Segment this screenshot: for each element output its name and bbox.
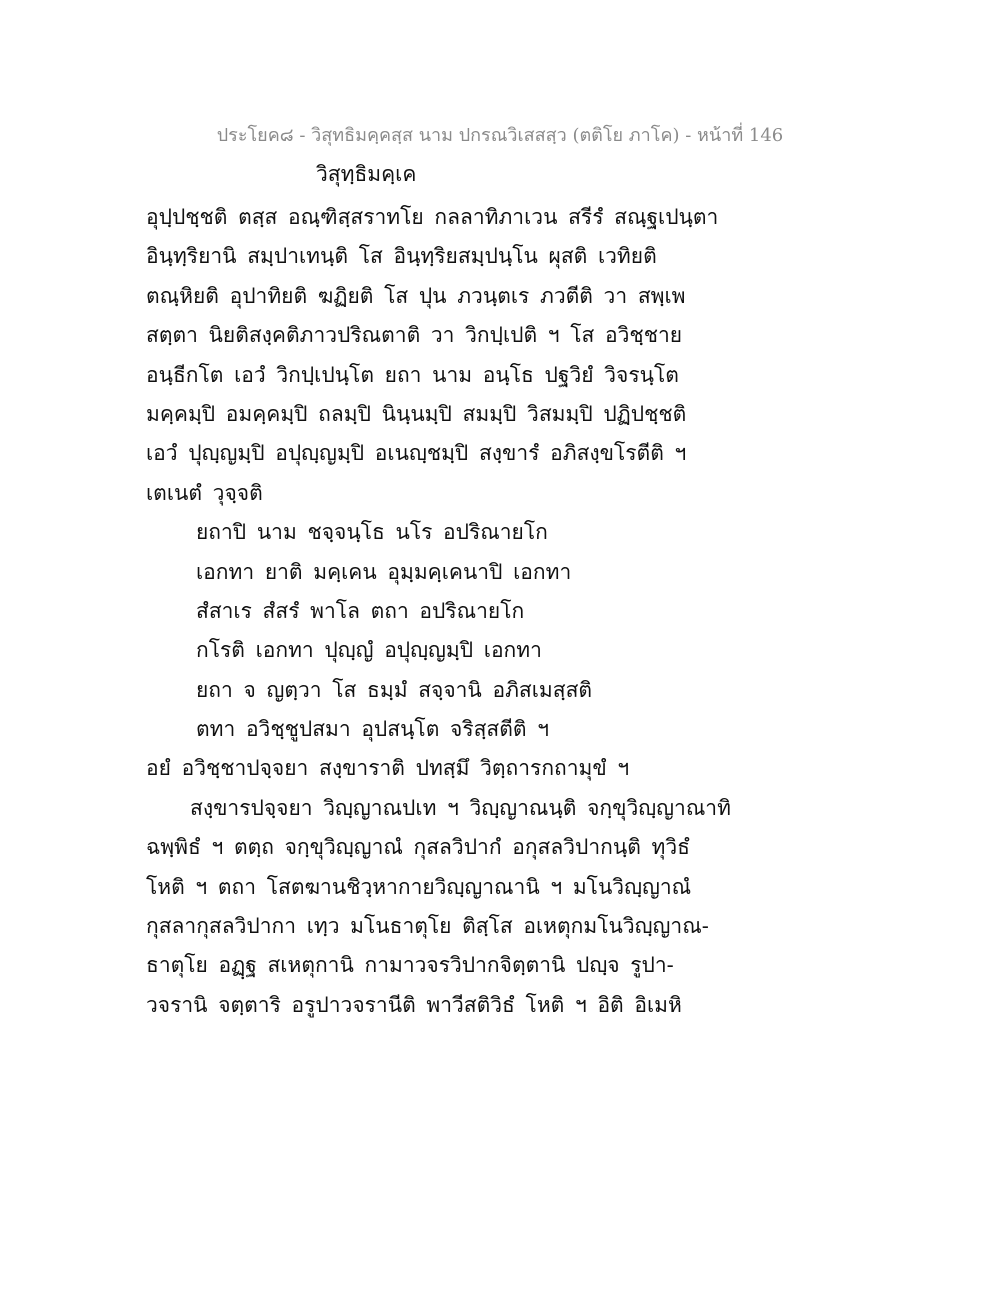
- text-line: เตเนตํ วุจฺจติ: [146, 480, 263, 505]
- verse-line: ยถาปิ นาม ชจฺจนฺโธ นโร อปริณายโก: [196, 520, 548, 545]
- verse-line: เอกทา ยาติ มคฺเคน อุมฺมคฺเคนาปิ เอกทา: [196, 559, 572, 584]
- verse-line: ยถา จ ญตฺวา โส ธมฺมํ สจฺจานิ อภิสเมสฺสติ: [196, 677, 593, 702]
- paragraph-line: สงฺขารปจฺจยา วิญฺญาณปเท ฯ วิญฺญาณนฺติ จกฺขุวิญฺญาณาทิ: [190, 795, 731, 820]
- text-line: อินฺทฺริยานิ สมฺปาเทนฺติ โส อินฺทฺริยสมฺปนฺโน ผุสติ เวทิยติ: [146, 244, 657, 269]
- running-header: ประโยค๘ - วิสุทธิมคฺคสฺส นาม ปกรณวิเสสสฺว (ตติโย ภาโค) - หน้าที่ 146: [216, 125, 784, 146]
- section-title: วิสุทฺธิมคฺเค: [316, 162, 417, 186]
- text-line: มคฺคมฺปิ อมคฺคมฺปิ ถลมฺปิ นินฺนมฺปิ สมมฺปิ วิสมมฺปิ ปฏิปชฺชติ: [146, 401, 687, 426]
- closing-line: อยํ อวิชฺชาปจฺจยา สงฺขาราติ ปทสฺมึ วิตฺถารกถามุขํ ฯ: [146, 756, 630, 781]
- paragraph-line: กุสลากุสลวิปากา เทฺว มโนธาตุโย ติสฺโส อเหตุกมโนวิญฺญาณ-: [146, 914, 709, 939]
- body-text: [146, 198, 866, 1025]
- text-line: อุปฺปชฺชติ ตสฺส อณฺฑิสฺสราทโย กลลาทิภาเวน สรีรํ สณฺฐเปนฺตา: [146, 205, 719, 229]
- paragraph-line: ฉพฺพิธํ ฯ ตตฺถ จกฺขุวิญฺญาณํ กุสลวิปากํ อกุสลวิปากนฺติ ทุวิธํ: [146, 835, 690, 860]
- verse-line: กโรติ เอกทา ปุญฺญํ อปุญฺญมฺปิ เอกทา: [196, 638, 542, 663]
- text-line: อนฺธีกโต เอวํ วิกปฺเปนฺโต ยถา นาม อนฺโธ ปฐวิยํ วิจรนฺโต: [146, 362, 679, 387]
- verse-line: ตทา อวิชฺชูปสมา อุปสนฺโต จริสฺสตีติ ฯ: [196, 717, 549, 742]
- text-line: เอวํ ปุญฺญมฺปิ อปุญฺญมฺปิ อเนญฺชมฺปิ สงฺขารํ อภิสงฺขโรตีติ ฯ: [146, 441, 687, 466]
- paragraph-line: วจรานิ จตฺตาริ อรูปาวจรานีติ พาวีสติวิธํ โหติ ฯ อิติ อิเมหิ: [146, 992, 682, 1017]
- text-line: สตฺตา นิยติสงฺคติภาวปริณตาติ วา วิกปฺเปติ ฯ โส อวิชฺชาย: [146, 323, 683, 348]
- text-line: ตณฺหิยติ อุปาทิยติ ฆฏิยติ โส ปุน ภวนฺตเร ภวตีติ วา สพฺเพ: [146, 283, 686, 308]
- verse-line: สํสาเร สํสรํ พาโล ตถา อปริณายโก: [196, 598, 525, 623]
- paragraph-line: ธาตุโย อฏฺฐ สเหตุกานิ กามาวจรวิปากจิตฺตานิ ปญฺจ รูปา-: [146, 953, 674, 978]
- paragraph-line: โหติ ฯ ตถา โสตฆานชิวฺหากายวิญฺญาณานิ ฯ มโนวิญฺญาณํ: [146, 874, 692, 899]
